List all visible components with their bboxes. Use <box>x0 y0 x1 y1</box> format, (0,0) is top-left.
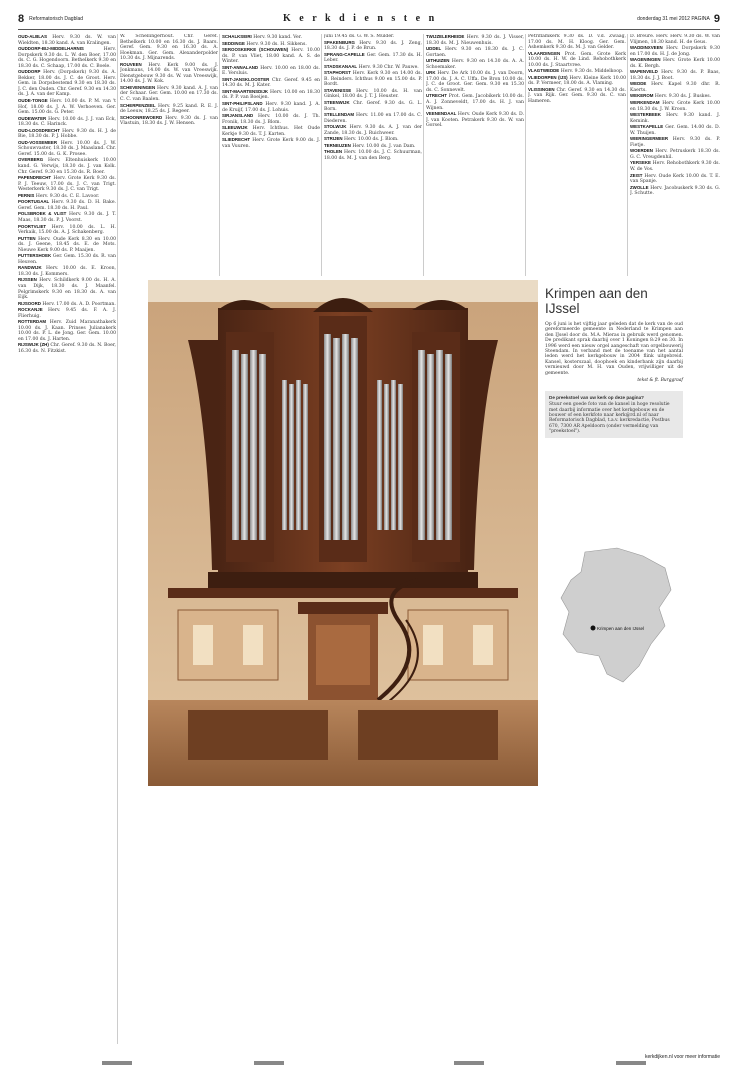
service-times: Herv. 10.00 en 18.30 ds. P. P. van Boeijen. <box>222 89 320 101</box>
map-label: Krimpen aan den IJssel <box>597 626 645 631</box>
service-times: Herv. Schildkerk 9.00 ds. H. A. van Dijk, 18.30 ds. J. Maanfel. Pelgrimskerk 9.30 en 18.30 ds. A. van Eijk. <box>18 278 116 301</box>
listing-column <box>18 34 116 1044</box>
church-listing <box>18 128 116 140</box>
place-name: ROTTERDAM <box>18 319 47 325</box>
place-name: UITHUIZEN <box>426 58 450 64</box>
place-name: ZEIST <box>630 172 643 178</box>
place-name: STELLENDAM <box>324 112 355 118</box>
feature-signature: tekst & ft. Burggraaf <box>637 378 683 384</box>
service-times: Ger. Gem. 14.00 ds. D. W. Thuijen. <box>630 125 720 136</box>
issue-date: donderdag 31 mei 2012 PAGINA <box>637 15 710 22</box>
service-times: Herv. Zuid Maranathakerk 10.00 ds. J. Kaan. Prinses Julianakerk 10.00 ds. P. L. de Jong. Ger. Gem. 10.00 en 17.00 ds. J. Harten. <box>18 320 116 342</box>
church-listing <box>426 34 524 46</box>
column-divider <box>525 34 526 276</box>
church-listing <box>528 87 626 105</box>
service-times: Herv. 9.30 en 18.30 ds. J. C. Gortaen. <box>426 47 524 58</box>
church-listing <box>528 34 626 51</box>
church-listing <box>18 98 116 116</box>
header-left <box>18 13 83 25</box>
place-name: WEKEROM <box>630 93 654 99</box>
church-listing <box>630 34 720 45</box>
place-name: STADSKANAAL <box>324 63 358 69</box>
place-name: SINT-JANSKLOOSTER <box>222 76 270 82</box>
service-times: Herv. Kerk 9.30 en 14.00 ds. B. Reinders. Ichthus 9.00 en 15.00 ds. P. Bordt. <box>324 71 422 88</box>
church-listing <box>120 115 218 127</box>
service-times: Herv. 10.00 ds. P. M. van 't Hof, 18.00 ds. J. A. W. Verhoeven. Ger. Gem. 15.00 ds. G. Peter. <box>18 99 116 116</box>
service-times: Herv. 10.00 ds. J. C. Schuurman, 18.00 ds. M. J. van den Berg. <box>324 150 422 161</box>
church-listing <box>18 277 116 300</box>
service-times: Chr. Geref. 9.45 en 14.30 ds. M. J. Kater. <box>222 77 320 89</box>
church-listing <box>18 224 116 236</box>
service-times: Herv. Kerk 9.00 ds. J. Jonkmans, 14.00 ds. W. van Vreeswijk. Dienstgebouw 9.30 ds. W. van Vreeswijk, 14.00 ds. J. W. Kok. <box>120 62 218 85</box>
service-times: Herv. 10.00 ds. H. van Ginkel, 18.00 ds. J. T. J. Heuster. <box>324 88 422 100</box>
place-name: POLSBROEK & VLIST <box>18 211 67 217</box>
service-times: Petriflamkerk 9.30 ds. D. v.d. Zwaag, 17.00 ds. M. H. Kloog. Ger. Gem. Ashemkerk 9.30 ds. M. J. van Gelder. <box>528 34 626 51</box>
place-name: OUD-ALBLAS <box>18 34 48 39</box>
church-listing <box>120 103 218 115</box>
service-times: Herv. 9.30 ds. W. van Wieldten, 18.30 kand. A. van Kralingen. <box>18 35 116 46</box>
place-name: STRIJEN <box>324 136 343 142</box>
church-listing <box>426 111 524 129</box>
church-listing <box>222 137 320 149</box>
church-listing <box>630 136 720 148</box>
place-name: RIJSSEN <box>18 277 37 283</box>
submission-body: Stuur een goede foto van de kansel in hoge resolutie met daarbij informatie over het kerkgebouw en de bouwer of een kerkfoto naar kerk@rd.nl of naar Reformatorisch Dagblad, t.a.v. kerkredactie, Postbus 670, 7300 AR Apeldoorn (onder vermelding van "preekstoel"). <box>549 402 670 434</box>
place-name: OUDEWATER <box>18 115 47 121</box>
church-listing <box>630 57 720 69</box>
service-times: Herv. 9.30 kand. J. Kemink. <box>630 113 720 124</box>
church-listing <box>630 45 720 57</box>
service-times: Herv. 9.30 ds. H. J. de Bie, 18.30 ds. P. J. Hobbe. <box>18 128 116 140</box>
place-name: WESTKAPELLE <box>630 124 664 130</box>
church-listing <box>18 211 116 223</box>
church-listing <box>426 70 524 93</box>
place-name: SPAKENBURG <box>324 39 355 45</box>
right-page-number: 9 <box>713 12 720 25</box>
church-listing <box>222 101 320 113</box>
service-times: Herv. 9.30 ds. J. T. Maas, 18.30 ds. P. J. Voorst. <box>18 212 116 223</box>
listing-column <box>426 34 524 276</box>
column-divider <box>219 34 220 276</box>
feature-article <box>545 280 683 786</box>
church-listing <box>222 113 320 125</box>
print-mark <box>454 1061 484 1065</box>
church-listing <box>222 65 320 77</box>
place-name: SCHALKSEIRI <box>222 34 252 39</box>
church-listing <box>630 69 720 81</box>
place-name: VLIEDORPEN (IJS) <box>528 74 568 80</box>
service-times: Herv. 9.30 Chr. W. Pauwe. <box>358 64 419 70</box>
place-name: STEENWIJK <box>324 100 350 106</box>
service-times: Herv. Kapel 9.30 dhr. R. Kaerts. <box>630 82 720 93</box>
service-times: Herv. Oude Kerk 8.30 en 10.00 ds. J. Geene, 18.45 ds. E. de Mots. Nieuwe Kerk 9.00 ds. P. Maaijen. <box>18 236 116 253</box>
place-name: WAGENINGEN <box>630 57 661 63</box>
service-times: Herv. Dorpskerk 9.30 ds. L. W. den Boer, 17.00 ds. C. G. Hogendoorn. Bethelkerk 9.30 en 18.30 ds. C. Schaap, 17.00 ds. C. Boele. <box>18 47 116 69</box>
place-name: WESTERBEEK <box>630 112 661 118</box>
church-listing <box>18 253 116 265</box>
place-name: STAVENISSE <box>324 87 352 93</box>
church-listing <box>18 236 116 254</box>
place-name: WADDINXVEEN <box>630 45 663 51</box>
service-times: Herv. 10.00 ds. J. Th. Fronik, 18.30 ds. J. Blom. <box>222 114 320 125</box>
church-listing <box>18 140 116 158</box>
service-times: Herv. 9.30 ds. P. Fietje. <box>630 137 720 148</box>
service-times: Herv. 9.30 ds. C. E. Lavoor. <box>35 193 100 199</box>
service-times: Herv. 10.00 ds. J. J. van Eck, 18.30 ds. C. Harinck. <box>18 116 116 128</box>
service-times: Herv. 9.30 ds. J. Buskes. <box>654 94 712 100</box>
place-name: TWIJZELERHEIDE <box>426 34 465 39</box>
service-times: Herv. Petruskerk 18.30 ds. G. C. Vreugdenhil. <box>630 149 720 160</box>
place-name: OUD-LOOSDRECHT <box>18 127 60 133</box>
service-times: Herv. Dorpskerk 9.30 en 17.00 ds. H. J. de Jong. <box>630 46 720 57</box>
place-name: SPRANG-CAPELLE <box>324 51 365 57</box>
service-times: Herv. 9.30 kand. A. J. van der Schaar. Ger. Gem. 10.00 en 17.30 ds. C. C. van Baalen. <box>120 85 218 103</box>
print-mark <box>616 1061 646 1065</box>
header-right <box>637 13 720 25</box>
church-listing <box>426 46 524 58</box>
place-name: SINT-PHILIPSLAND <box>222 101 263 107</box>
church-listing <box>324 100 422 112</box>
column-divider <box>117 34 118 1044</box>
service-times: Herv. Jacobuskerk 9.30 ds. G. J. Schutte. <box>630 185 720 197</box>
church-listing <box>630 100 720 112</box>
church-listing <box>324 52 422 64</box>
column-divider <box>321 34 322 276</box>
service-times: Herv. 10.00 ds. J. van Dam. <box>352 143 416 149</box>
church-listing <box>324 112 422 124</box>
place-name: RIJSWIJK (ZH) <box>18 342 49 348</box>
place-name: RANDWIJK <box>18 265 42 271</box>
location-marker-icon <box>591 626 596 631</box>
service-times: Herv. Grote Kerk 9.30 ds. P. J. Teeuw, 17.00 ds. J. C. van Trigt. Westerkerk 9.30 ds. J. C. van Trigt. <box>18 176 116 193</box>
church-listing <box>222 77 320 89</box>
place-name: SEDDINGE <box>222 40 245 46</box>
church-listing <box>630 124 720 136</box>
place-name: WERKENDAM <box>630 100 660 106</box>
listing-column <box>120 34 218 276</box>
section-title: K e r k d i e n s t e n <box>283 13 438 24</box>
service-times: Herv. Rehobothkerk 9.30 ds. W. de Vos. <box>630 161 720 173</box>
place-name: SINT-MAARTENSDIJK <box>222 88 269 94</box>
church-listing <box>120 85 218 103</box>
service-times: Prot. Gem. Jacobikerk 10.00 ds. A. J. Zonneveldt, 17.00 ds. H. J. van Wijnen. <box>426 94 524 111</box>
place-name: UTRECHT <box>426 93 447 99</box>
place-name: ZWOLLE <box>630 184 649 190</box>
service-times: Herv. Grote Kerk 9.00 ds. J. van Vuuren. <box>222 138 320 149</box>
service-times: Herv. 9.30 ds. H. Sikkens. <box>246 41 307 47</box>
place-name: OUDDORP-BIJ-MIDDELHARNIS <box>18 46 84 52</box>
service-times: Herv. 9.45 ds. F. A. J. Flierhuig. <box>18 308 116 319</box>
place-name: WOERDEN <box>630 148 653 154</box>
column-divider <box>627 34 628 276</box>
service-times: Herv. 9.30 ds. J. Zeng, 18.30 ds. J. P. de Brun. <box>324 40 422 52</box>
church-listing <box>426 58 524 70</box>
place-name: PUTTERSHOEK <box>18 253 52 259</box>
place-name: VLAGTWEDDE <box>528 68 560 74</box>
church-listing <box>18 116 116 128</box>
place-name: PERNIS <box>18 192 35 198</box>
service-times: Herv. Oude Kerk 10.00 ds. T. E. van Spanje. <box>630 173 720 185</box>
service-times: W. Schellingerhout. Chr. Geref. Bethelkerk 10.00 en 16.30 ds. J. Baars. Geref. Gem. 9.30 en 16.30 ds. A. Hoekman. Ger. Gem. Alexanderpolder 10.30 ds. J. Mijnarends. <box>120 34 218 62</box>
feature-title: Krimpen aan den IJssel <box>545 286 648 316</box>
service-times: Herv. 9.30 ds. P. Baas, 18.30 ds. J. J. Boot. <box>630 70 720 81</box>
church-listing <box>222 125 320 137</box>
listing-column <box>222 34 320 276</box>
service-times: Herv. 10.00 ds. P. van Vliet, 18.00 kand. A. S. de Winter. <box>222 48 320 65</box>
church-listing <box>120 34 218 62</box>
footer-link[interactable]: kerkdijken.nl voor meer informatie <box>644 1054 720 1060</box>
church-listing <box>222 89 320 101</box>
church-listing <box>18 69 116 98</box>
place-name: SLEEUWIJK <box>222 125 248 131</box>
service-times: Herv. 17.00 ds. A. D. Poortman. <box>42 301 116 307</box>
place-name: YERSEKE <box>630 160 651 166</box>
place-name: OUD-VOSSEMEER <box>18 139 58 145</box>
church-listing <box>630 81 720 93</box>
service-times: Herv. 9.30 en 14.30 ds. A. A. Schoemaker. <box>426 59 524 70</box>
service-times: Chr. Geref. 9.30 ds. N. Boer, 16.30 ds. N. Fitzkist. <box>18 343 116 354</box>
church-listing <box>324 149 422 161</box>
church-listing <box>18 307 116 319</box>
place-name: URK <box>426 70 436 76</box>
church-listing <box>18 34 116 46</box>
service-times: Herv. 9.30 kand. J. A. de Kruijf, 17.00 ds. J. Lohuis. <box>222 102 320 113</box>
service-times: Herv. (Dorpskerk) 9.30 ds. A. Bekker, 18.00 ds. J. C. de Groot. Herv. Gem. in Dorpsbestemd 9.30 en 18.30 ds. J. C. den Ouden. Chr. Geref. 9.30 en 14.30 ds. J. A. van der Kamp. <box>18 70 116 98</box>
church-listing <box>630 173 720 185</box>
church-listing <box>528 75 626 87</box>
place-name: STOLWIJK <box>324 124 347 130</box>
listing-column <box>528 34 626 276</box>
service-times: Herv. 10.00 ds. J. W. Schouwvaster, 18.30 ds. J. Maasland. Chr. Geref. 15.00 ds. G. K. Prosee. <box>18 140 116 157</box>
service-times: Herv. Oude Kerk 9.30 ds. D. J. van Kooten. Petrakerk 9.30 ds. W. van Gorsel. <box>426 112 524 129</box>
church-listing <box>324 40 422 52</box>
place-name: SCHEVENINGEN <box>120 84 156 90</box>
service-times: Herv. 9.30 ds. J. van Vlastuin, 18.30 ds. J. W. Hensen. <box>120 115 218 127</box>
service-times: Herv. Kleine Kerk 10.00 ds. P. Vermeer, 18.00 ds. A. Vlaming. <box>528 75 626 87</box>
service-times: Herv. 9.30 ds. J. Visser, 18.30 ds. M. J. Nieuwenhuis. <box>426 35 524 46</box>
listing-column <box>324 34 422 276</box>
church-listing <box>324 70 422 88</box>
feature-body: Op 6 juni is het vijftig jaar geleden dat de kerk van de oud gereformeerde gemeente in Nederland te Krimpen aan den IJssel door ds. M.A. Mieras in gebruik werd genomen. De predikant sprak daarbij over 1 Koningen 8:29 en 30. In 1996 werd een nieuw orgel aangeschaft van orgelbouwerij Steendam. In verband met de toename van het aantal leden werd het kerkgebouw in 2004 flink uitgebreid. Kansel, kosterszaal, doophoek en kinderbank zijn daarbij vernieuwd door M. H. van Ouden, vrijwilliger uit de gemeente. <box>545 322 683 376</box>
service-times: Herv. 11.00 en 17.00 ds. C. Diederen. <box>324 113 422 124</box>
service-times: Herv. 9.30 kand. Ver. <box>253 35 302 40</box>
submission-question: De preekstoel van uw kerk op deze pagina? <box>549 395 644 401</box>
place-name: SEROOSKERKE (SCHOUWEN) <box>222 47 289 53</box>
service-times: Chr. Geref. 9.30 ds. G. L. Born. <box>324 101 422 112</box>
church-listing <box>18 342 116 354</box>
service-times: Herv. 9.30 ds. D. H. Bake. Geref. Gem. 18.30 ds. H. Paul. <box>18 200 116 211</box>
column-divider <box>423 34 424 276</box>
left-page-number: 8 <box>18 12 25 25</box>
place-name: PUTTEN <box>18 235 36 241</box>
service-times: Herv. Eltenhuiskerk 10.00 kand. G. Verwijs, 18.30 ds. J. van Kolk. Chr. Geref. 9.30 en 15.30 ds. R. Boer. <box>18 158 116 175</box>
place-name: SINT-ANNALAND <box>222 64 259 70</box>
place-name: POORTVLIET <box>18 223 47 229</box>
place-name: SLIEDRECHT <box>222 137 251 143</box>
place-name: SCHOONREWOERD <box>120 114 163 120</box>
service-times: Herv. 10.00 ds. L. H. Verkaik, 15.00 ds. A. J. Schakenberg. <box>18 224 116 236</box>
place-name: WIERINGERMEER <box>630 136 669 142</box>
service-times: Herv. 10.00 ds. J. Blom. <box>344 137 399 143</box>
place-name: ROCKANJE <box>18 307 43 313</box>
service-times: Chr. Geref. 9.30 en 14.30 ds. J. van Rijk. Ger. Gem. 9.30 ds. C. van Hameren. <box>528 87 626 105</box>
place-name: OVERBERG <box>18 157 44 163</box>
church-listing <box>324 124 422 136</box>
place-name: WAPENVELD <box>630 69 658 75</box>
service-times: Herv. Grote Kerk 10.00 ds. K. Bergh. <box>630 58 720 69</box>
place-name: RIJSOORD <box>18 300 41 306</box>
place-name: WEDDE <box>630 81 647 87</box>
church-listing <box>120 62 218 85</box>
church-listing <box>18 319 116 342</box>
print-mark <box>102 1061 132 1065</box>
service-times: Herv. 9.25 kand. R. E. J. de Leeuw, 18.25 ds. J. Regeer. <box>120 103 218 115</box>
place-name: THOLEN <box>324 149 343 155</box>
page-header <box>18 8 720 30</box>
service-times: D. Breure. Herv. Herv. 9.30 ds. W. van Vlijmen, 18.30 kand. H. de Geus. <box>630 34 720 45</box>
service-times: Herv. Ichthus. Het Oude Kerkje 9.30 ds. T. J. Karten. <box>222 126 320 137</box>
service-times: Herv. De Ark 10.00 ds. J. van Doorn, 17.00 ds. J. A. C. Uffa. De Bron 10.00 ds. J. C. de Groot. Ger. Gem. 9.30 en 15.30 ds. C. Sonnevelt. <box>426 71 524 93</box>
place-name: VLAARDINGEN <box>528 50 561 56</box>
service-times: Herv. 10.00 ds. E. Kroon, 18.30 ds. J. Kommers. <box>18 266 116 277</box>
organ-illustration <box>148 280 538 786</box>
church-listing <box>222 47 320 65</box>
netherlands-map <box>547 542 683 692</box>
church-listing <box>528 51 626 69</box>
service-times: Herv. 9.30 ds. Middelkoop. <box>560 69 624 75</box>
service-times: Ger. Gem. 17.30 ds. H. Leber. <box>324 52 422 64</box>
church-listing <box>630 160 720 172</box>
place-name: OUDDORP <box>18 69 41 75</box>
place-name: SIRJANSLAND <box>222 113 254 119</box>
service-times: Ger. Gem. 15.30 ds. R. van Heuven. <box>18 254 116 265</box>
service-times: Herv. 10.00 en 18.00 ds. E. Versluis. <box>222 65 320 77</box>
service-times: Herv. Grote Kerk 10.00 en 18.30 ds. J. W. Kroon. <box>630 101 720 112</box>
church-listing <box>18 265 116 277</box>
service-times: Prot. Gem. Grote Kerk 10.00 ds. H. W. de Lind. Rehobothkerk 10.00 ds. J. Staartvree. <box>528 51 626 68</box>
place-name: UDDEL <box>426 46 442 52</box>
service-times: juni 19.45 ds. G. W. S. Mulder. <box>324 34 395 39</box>
place-name: POORTUGAAL <box>18 199 50 205</box>
publication-name: Reformatorisch Dagblad <box>29 15 84 22</box>
print-mark <box>254 1061 284 1065</box>
place-name: VLISSINGEN <box>528 86 555 92</box>
place-name: TERNEUZEN <box>324 142 351 148</box>
church-organ-photo <box>148 280 538 786</box>
place-name: ROUVEEN <box>120 61 142 67</box>
church-listing <box>18 157 116 175</box>
place-name: SCHERPENZEEL <box>120 102 156 108</box>
place-name: VEENENDAAL <box>426 111 457 117</box>
submission-box <box>545 391 683 438</box>
church-listing <box>630 148 720 160</box>
church-listing <box>324 88 422 100</box>
church-listing <box>630 185 720 197</box>
church-listing <box>18 175 116 193</box>
church-listing <box>426 93 524 111</box>
church-listing <box>630 112 720 124</box>
place-name: PAPENDRECHT <box>18 175 52 181</box>
place-name: STAPHORST <box>324 70 351 76</box>
service-times: Herv. 9.30 ds. A. J. van der Zande, 18.30 ds. J. Ruichweer. <box>324 125 422 136</box>
church-listing <box>18 199 116 211</box>
place-name: OUDE-TONGE <box>18 98 48 104</box>
church-listing <box>18 46 116 69</box>
